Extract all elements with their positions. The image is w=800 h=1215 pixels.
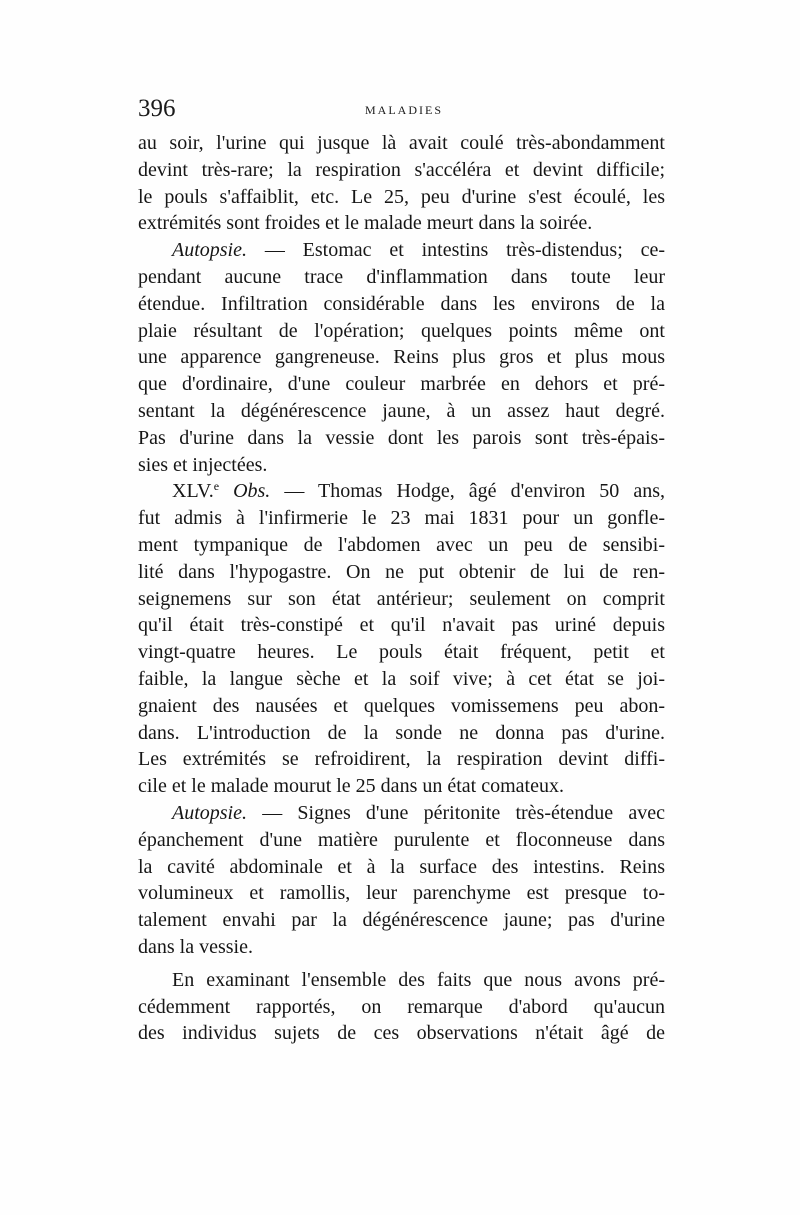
text-line: volumineux et ramollis, leur parenchyme est presque to- — [138, 882, 665, 905]
body-text — [138, 130, 665, 1047]
text-line: talement envahi par la dégénérescence jaune; pas d'urine — [138, 909, 665, 932]
text-line: dans. L'introduction de la sonde ne donna pas d'urine. — [138, 721, 665, 744]
text-line: au soir, l'urine qui jusque là avait coulé très-abondamment — [138, 132, 665, 154]
text-run: Estomac et intestins très-distendus; ce- — [302, 239, 665, 262]
text-line: pendant aucune trace d'inflammation dans toute leur — [138, 265, 665, 288]
text-line: plaie résultant de l'opération; quelques points même ont — [138, 319, 665, 342]
text-line: qu'il était très-constipé et qu'il n'avait pas uriné depuis — [138, 614, 665, 637]
text-line: dans la vessie. — [138, 935, 253, 958]
text-line: fut admis à l'infirmerie le 23 mai 1831 pour un gonfle- — [138, 507, 665, 530]
paragraph-autopsie-2-start — [138, 800, 665, 827]
text-line: sentant la dégénérescence jaune, à un assez haut degré. — [138, 399, 665, 422]
text-line: le pouls s'affaiblit, etc. Le 25, peu d'urine s'est écoulé, les — [138, 185, 665, 208]
text-line: extrémités sont froides et le malade meurt dans la soirée. — [138, 212, 593, 235]
text-line: ment tympanique de l'abdomen avec un peu de sensibi- — [138, 533, 665, 556]
text-line: devint très-rare; la respiration s'accéléra et devint difficile; — [138, 158, 665, 181]
autopsie-heading: Autopsie. — [172, 239, 247, 262]
text-line: Pas d'urine dans la vessie dont les parois sont très-épais- — [138, 426, 665, 449]
text-run: — Thomas Hodge, âgé d'environ 50 ans, — [284, 480, 665, 503]
running-head: MALADIES — [365, 103, 443, 117]
text-line: que d'ordinaire, d'une couleur marbrée en dehors et pré- — [138, 373, 665, 396]
text-line: seignemens sur son état antérieur; seulement on comprit — [138, 587, 665, 610]
text-line: sies et injectées. — [138, 453, 268, 476]
dash: — — [247, 239, 303, 262]
text-line: Les extrémités se refroidirent, la respiration devint diffi- — [138, 748, 665, 771]
text-line: lité dans l'hypogastre. On ne put obtenir de lui de ren- — [138, 560, 665, 583]
text-line: gnaient des nausées et quelques vomissemens peu abon- — [138, 694, 665, 717]
text-line: épanchement d'une matière purulente et floconneuse dans — [138, 828, 665, 851]
page-number: 396 — [138, 95, 176, 122]
page-header — [138, 95, 670, 127]
observation-number: XLV. — [172, 480, 214, 503]
text-run: — Signes d'une péritonite très-étendue avec — [262, 801, 665, 824]
text-line: faible, la langue sèche et la soif vive; à cet état se joi- — [138, 667, 665, 690]
observation-superscript: e — [213, 479, 220, 494]
text-line: une apparence gangreneuse. Reins plus gros et plus mous — [138, 346, 665, 369]
observation-label: Obs. — [233, 480, 271, 503]
paragraph-observation-start — [138, 478, 665, 505]
text-line: des individus sujets de ces observations n'était âgé de — [138, 1022, 665, 1045]
text-line: vingt-quatre heures. Le pouls était fréquent, petit et — [138, 641, 665, 664]
text-line: étendue. Infiltration considérable dans les environs de la — [138, 292, 665, 315]
text-line: cile et le malade mourut le 25 dans un état comateux. — [138, 775, 564, 798]
text-line: la cavité abdominale et à la surface des intestins. Reins — [138, 855, 665, 878]
text-line: cédemment rapportés, on remarque d'abord qu'aucun — [138, 995, 665, 1018]
text-line: En examinant l'ensemble des faits que nous avons pré- — [172, 968, 665, 991]
autopsie-heading: Autopsie. — [172, 801, 247, 824]
paragraph-autopsie-1-start — [138, 237, 665, 264]
